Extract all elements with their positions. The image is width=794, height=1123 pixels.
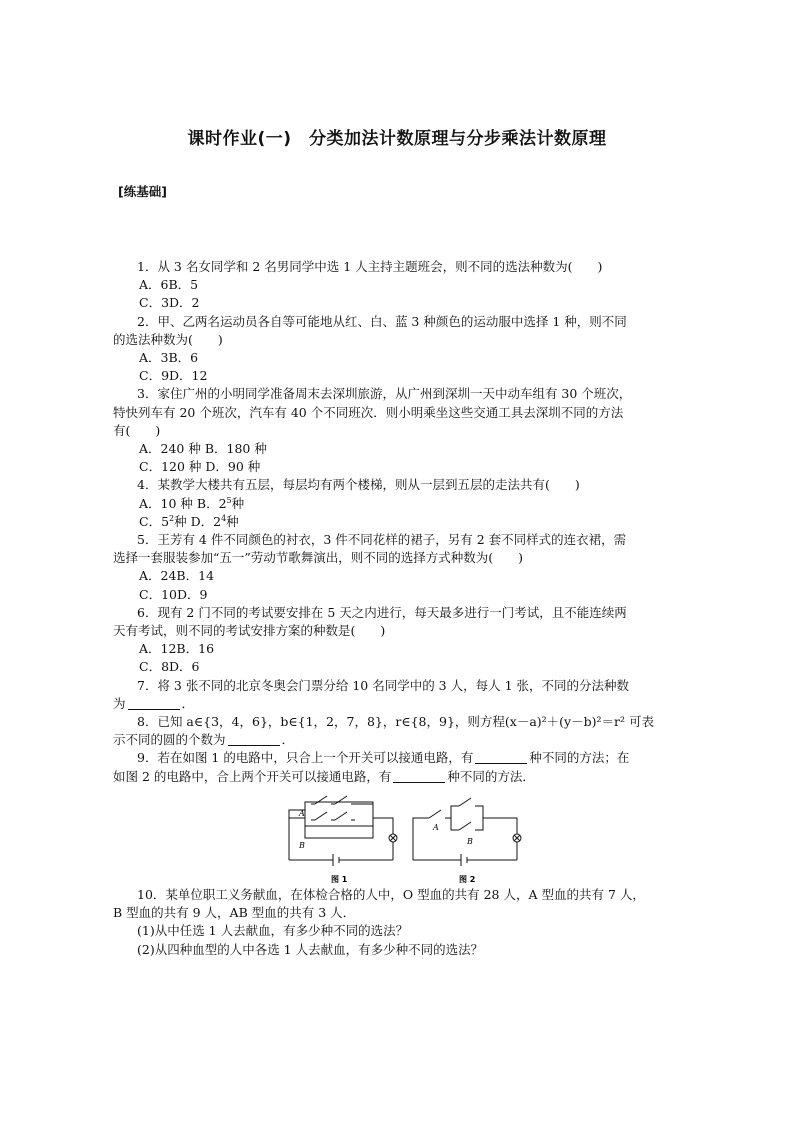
fig2-switch-a-label: A [433,823,439,832]
q2-options-ab: A．3B．6 [139,350,199,366]
circuit-figures [283,790,543,886]
fig1-caption: 图 1 [331,875,348,884]
q4-opt-c: C．5 [139,513,170,529]
q3-options-cd: C．120 种 D．90 种 [139,459,261,475]
fig2-caption: 图 2 [459,875,476,884]
q4-opt-a: A．10 种 B．2 [139,495,227,511]
q4-options-ab [113,495,683,513]
fig2-switch-b-label: B [467,837,473,846]
q2-stem-cont: 的选法种数为( ) [113,331,223,347]
q7-stem-cont [113,695,683,713]
q3-stem: 3．家住广州的小明同学准备周末去深圳旅游，从广州到深圳一天中动车组有 30 个班次， [137,386,632,402]
q9-part4: 种不同的方法． [447,768,535,784]
q9-part2: 种不同的方法；在 [529,750,630,766]
page-title: 课时作业(一) 分类加法计数原理与分步乘法计数原理 [187,129,607,149]
q4-stem: 4．某教学大楼共有五层，每层均有两个楼梯，则从一层到五层的走法共有( ) [137,477,580,493]
q10-stem: 10．某单位职工义务献血，在体检合格的人中，O 型血的共有 28 人，A 型血的共有 7 人， [137,887,645,902]
q10-subquestion-2: (2)从四种血型的人中各选 1 人去献血，有多少种不同的选法？ [137,941,484,957]
q3-stem-cont2: 有( ) [113,422,161,438]
q9-stem-cont [113,768,683,786]
q1-options-cd: C．3D．2 [139,295,200,311]
q1-options-ab: A．6B．5 [139,277,199,293]
q7-answer-blank[interactable] [128,697,180,710]
q8-suffix: ． [281,732,295,748]
q10-stem-cont: B 型血的共有 9 人，AB 型血的共有 3 人． [113,905,356,921]
q6-options-cd: C．8D．6 [139,659,200,675]
fig1-switch-a-label: A [299,809,305,818]
q9-answer-blank-2[interactable] [393,770,445,783]
q4-opt-c-exp: 2 [169,513,175,523]
q3-stem-cont: 特快列车有 20 个班次，汽车有 40 个不同班次．则小明乘坐这些交通工具去深圳不同的方法 [113,404,624,420]
q4-opt-d: 种 D．2 [174,513,222,529]
q8-stem: 8．已知 a∈{3，4，6}，b∈{1，2，7，8}，r∈{8，9}，则方程(x－a)²＋(y－b)²＝r² 可表 [137,714,654,730]
q4-opt-d-exp: 4 [221,513,227,523]
q9-part3: 如图 2 的电路中，合上两个开关可以接通电路，有 [113,768,392,784]
q6-stem: 6．现有 2 门不同的考试要安排在 5 天之内进行，每天最多进行一门考试，且不能连续两 [137,604,627,620]
questions-block [113,258,683,786]
q5-stem-cont: 选择一套服装参加“五一”劳动节歌舞演出，则不同的选择方式种数为( ) [113,550,524,566]
q5-stem: 5．王芳有 4 件不同颜色的衬衣，3 件不同花样的裙子，另有 2 套不同样式的连衣裙，需 [137,532,627,548]
q8-stem-cont [113,731,683,749]
q8-prefix: 示不同的圆的个数为 [113,732,226,748]
q8-answer-blank[interactable] [228,733,280,746]
q4-opt-b-exp: 5 [226,495,232,505]
q4-options-cd [113,513,683,531]
q6-options-ab: A．12B．16 [139,641,215,657]
q7-stem: 7．将 3 张不同的北京冬奥会门票分给 10 名同学中的 3 人，每人 1 张，不同的分法种数 [137,677,630,693]
question-10-block [113,886,683,959]
q7-prefix: 为 [113,695,126,711]
q4-opt-d-tail: 种 [226,513,239,529]
q2-stem: 2．甲、乙两名运动员各自等可能地从红、白、蓝 3 种颜色的运动服中选择 1 种，则不同 [137,313,627,329]
q7-suffix: ． [181,695,195,711]
q10-subquestion-1: (1)从中任选 1 人去献血，有多少种不同的选法？ [137,923,409,939]
circuit-diagrams [283,790,543,886]
q6-stem-cont: 天有考试，则不同的考试安排方案的种数是( ) [113,623,386,639]
fig1-switch-b-label: B [299,841,305,850]
q3-options-ab: A．240 种 B．180 种 [139,441,267,457]
section-heading: [练基础] [118,184,167,199]
q9-stem [113,749,683,767]
q1-stem: 1．从 3 名女同学和 2 名男同学中选 1 人主持主题班会，则不同的选法种数为( ) [137,259,603,274]
q5-options-cd: C．10D．9 [139,586,208,602]
q5-options-ab: A．24B．14 [139,568,215,584]
q2-options-cd: C．9D．12 [139,368,208,384]
q9-answer-blank-1[interactable] [475,751,527,764]
q4-opt-b-tail: 种 [231,495,245,511]
q9-part1: 9．若在如图 1 的电路中，只合上一个开关可以接通电路，有 [137,750,474,766]
